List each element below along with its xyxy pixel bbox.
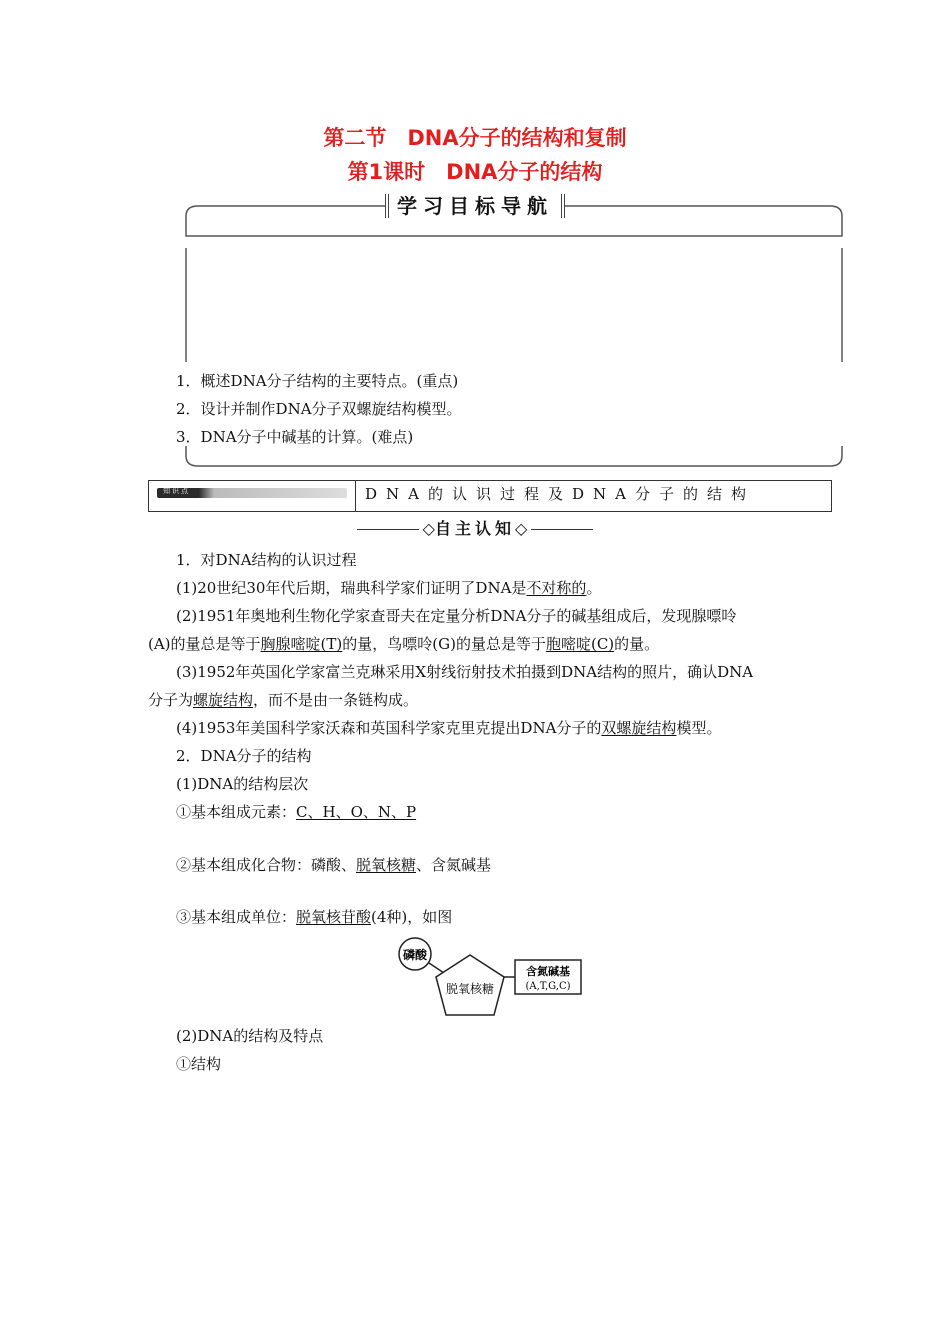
lesson-title: 第1课时 DNA分子的结构 [347, 160, 603, 184]
nucleotide-diagram [390, 935, 590, 1020]
para-2-1-2: ②基本组成化合物：磷酸、脱氧核糖、含氮碱基 [176, 856, 492, 874]
para-1-4: (4)1953年美国科学家沃森和英国科学家克里克提出DNA分子的双螺旋结构模型。 [176, 719, 722, 737]
answer-blank: 脱氧核糖 [356, 856, 417, 874]
para-1-1: (1)20世纪30年代后期，瑞典科学家们证明了DNA是不对称的。 [176, 579, 602, 597]
objective-item-3: 3．DNA分子中碱基的计算。(难点) [176, 428, 414, 446]
base-label: 含氮碱基 [526, 965, 570, 978]
knowledge-point-tag [149, 481, 356, 511]
objective-item-1: 1．概述DNA分子结构的主要特点。(重点) [176, 372, 459, 390]
phosphate-label: 磷酸 [402, 948, 428, 962]
para-1-3-line1: (3)1952年英国化学家富兰克琳采用X射线衍射技术拍摄到DNA结构的照片，确认DNA [176, 663, 754, 681]
chapter-title: 第二节 DNA分子的结构和复制 [323, 126, 627, 150]
answer-blank: 螺旋结构 [193, 691, 254, 709]
para-1-2-line2: (A)的量总是等于胸腺嘧啶(T)的量，鸟嘌呤(G)的量总是等于胞嘧啶(C)的量。 [148, 635, 660, 653]
sugar-label: 脱氧核糖 [445, 982, 495, 996]
answer-blank: 胞嘧啶(C) [545, 635, 615, 653]
diamond-icon: ◇ [422, 519, 435, 538]
self-study-heading [0, 516, 950, 539]
answer-blank: 不对称的 [526, 579, 587, 597]
para-2-1: (1)DNA的结构层次 [176, 775, 309, 793]
answer-blank: C、H、O、N、P [296, 803, 417, 821]
answer-blank: 双螺旋结构 [601, 719, 677, 737]
answer-blank: 胸腺嘧啶(T) [260, 635, 343, 653]
para-1: 1．对DNA结构的认识过程 [176, 551, 357, 569]
para-1-2-line1: (2)1951年奥地利生物化学家查哥夫在定量分析DNA分子的碱基组成后，发现腺嘌呤 [176, 607, 737, 625]
knowledge-point-title: DNA的认识过程及DNA分子的结构 [365, 485, 755, 503]
knowledge-point-bar [148, 480, 832, 512]
para-2-1-1: ①基本组成元素：C、H、O、N、P [176, 803, 417, 821]
para-2: 2．DNA分子的结构 [176, 747, 312, 765]
diamond-icon: ◇ [515, 519, 528, 538]
para-1-3-line2: 分子为螺旋结构，而不是由一条链构成。 [148, 691, 419, 709]
para-2-1-3: ③基本组成单位：脱氧核苷酸(4种)，如图 [176, 908, 453, 926]
para-2-2-1: ①结构 [176, 1055, 222, 1073]
objectives-frame [0, 0, 950, 480]
answer-blank: 脱氧核苷酸 [296, 908, 372, 926]
objective-item-2: 2．设计并制作DNA分子双螺旋结构模型。 [176, 400, 462, 418]
self-study-label: 自主认知 [434, 519, 515, 538]
objectives-heading: 学习目标导航 [0, 190, 950, 219]
tag-label: 知识点 [163, 487, 190, 495]
base-types-label: (A,T,G,C) [525, 981, 571, 992]
para-2-2: (2)DNA的结构及特点 [176, 1027, 324, 1045]
